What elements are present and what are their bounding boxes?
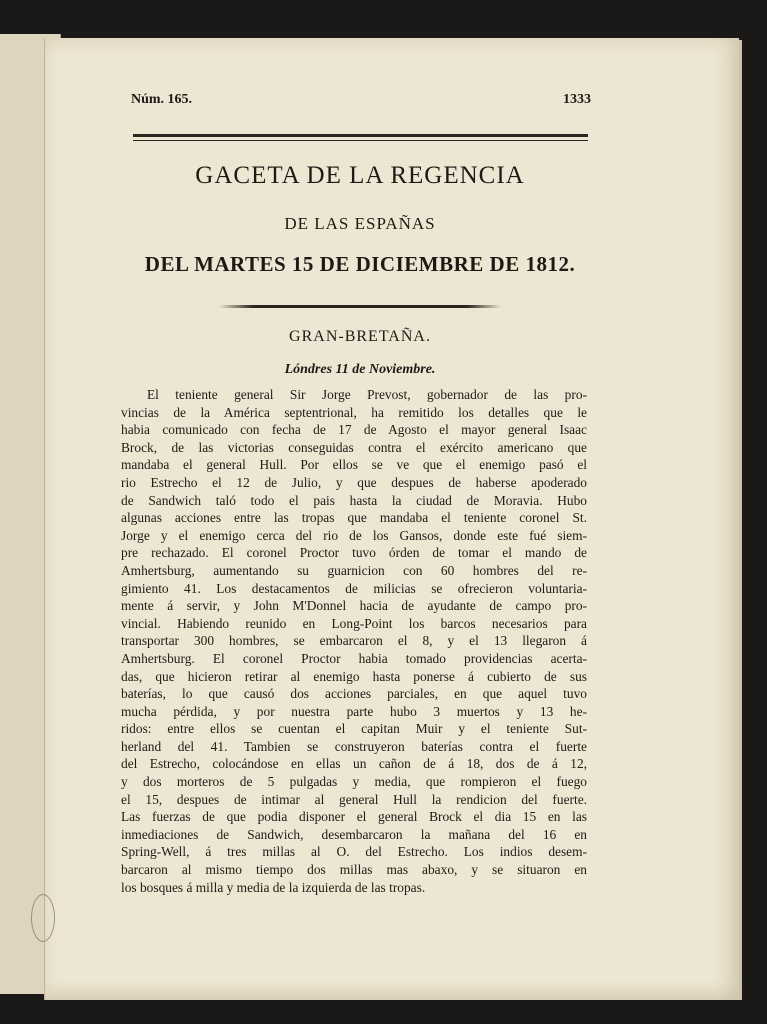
article-line: algunas acciones entre las tropas que mandaba el teniente coronel St.: [121, 510, 587, 526]
article-dateline: Lóndres 11 de Noviembre.: [284, 362, 436, 377]
article-body: [121, 386, 587, 896]
article-line: mucha pérdida, y por nuestra parte hubo 3 muertos y 13 he-: [121, 703, 587, 719]
article-line: de Sandwich taló todo el pais hasta la ciudad de Moravia. Hubo: [121, 492, 587, 508]
article-line: El teniente general Sir Jorge Prevost, gobernador de las pro-: [147, 387, 587, 402]
article-line: transportar 300 hombres, se embarcaron el 8, y el 13 llegaron á: [121, 633, 587, 649]
article-line: mandaba el general Hull. Por ellos se ve que el enemigo pasó el: [121, 457, 587, 473]
article-line: ridos: entre ellos se cuentan el capitan Muir y el teniente Sut-: [121, 721, 587, 737]
article-line: vincias de la América septentrional, ha remitido los detalles que le: [121, 404, 587, 420]
article-line: habia comunicado con fecha de 17 de Agosto el mayor general Isaac: [121, 422, 587, 438]
article-line: Brock, de las victorias conseguidas contra el exército americano que: [121, 439, 587, 455]
article-line: vincial. Habiendo reunido en Long-Point los barcos necesarios para: [121, 615, 587, 631]
article-line: los bosques á milla y media de la izquierda de las tropas.: [121, 879, 426, 895]
section-heading: GRAN-BRETAÑA.: [289, 328, 431, 345]
article-line: el 15, despues de intimar al general Hull la rendicion del fuerte.: [121, 791, 587, 807]
article-line: del Estrecho, colocándose en ellas un cañon de á 18, dos de á 12,: [121, 756, 587, 772]
article-line: gimiento 41. Los destacamentos de milicias se ofrecieron voluntaria-: [121, 580, 587, 596]
article-line: mente á servir, y John M'Donnel hacia de ayudante de campo pro-: [121, 598, 587, 614]
article-line: Las fuerzas de que podia disponer el general Brock el dia 15 en las: [121, 809, 587, 825]
article-line: Spring-Well, á tres millas al O. del Estrecho. Los indios desem-: [121, 844, 587, 860]
article-line: inmediaciones de Sandwich, desembarcaron la mañana del 16 en: [121, 826, 587, 842]
masthead-dateline: DEL MARTES 15 DE DICIEMBRE DE 1812.: [144, 252, 576, 276]
article-line: pre rechazado. El coronel Proctor tuvo órden de tomar el mando de: [121, 545, 587, 561]
article-line: herland del 41. Tambien se construyeron baterías contra el fuerte: [121, 738, 587, 754]
article-line: rio Estrecho el 12 de Julio, y que despues de haberse apoderado: [121, 474, 587, 490]
masthead-title: GACETA DE LA REGENCIA: [195, 162, 525, 189]
article-line: das, que hicieron retirar al enemigo hasta ponerse á cubierto de sus: [121, 668, 587, 684]
masthead-subtitle: DE LAS ESPAÑAS: [284, 214, 436, 233]
header-rule-thin: [133, 140, 588, 141]
newspaper-page: [44, 38, 739, 1000]
ornamental-divider: [219, 305, 501, 308]
article-line: barcaron al mismo tiempo dos millas mas abaxo, y se situaron en: [121, 862, 587, 878]
page-header: [131, 92, 591, 114]
article-line: baterías, lo que causó dos acciones parciales, en que aquel tuvo: [121, 686, 587, 702]
article-line: Jorge y el enemigo cerca del rio de los Gansos, donde este fué siem-: [121, 527, 587, 543]
article-line: Amhertsburg. El coronel Proctor habia tomado providencias acerta-: [121, 650, 587, 666]
page-number: 1333: [563, 92, 591, 107]
header-rule-thick: [133, 134, 588, 137]
issue-number: Núm. 165.: [131, 92, 193, 107]
article-line: Amhertsburg, aumentando su guarnicion con 60 hombres del re-: [121, 562, 587, 578]
article-line: y dos morteros de 5 pulgadas y media, que rompieron el fuego: [121, 774, 587, 790]
binding-ring-mark: [31, 894, 55, 942]
